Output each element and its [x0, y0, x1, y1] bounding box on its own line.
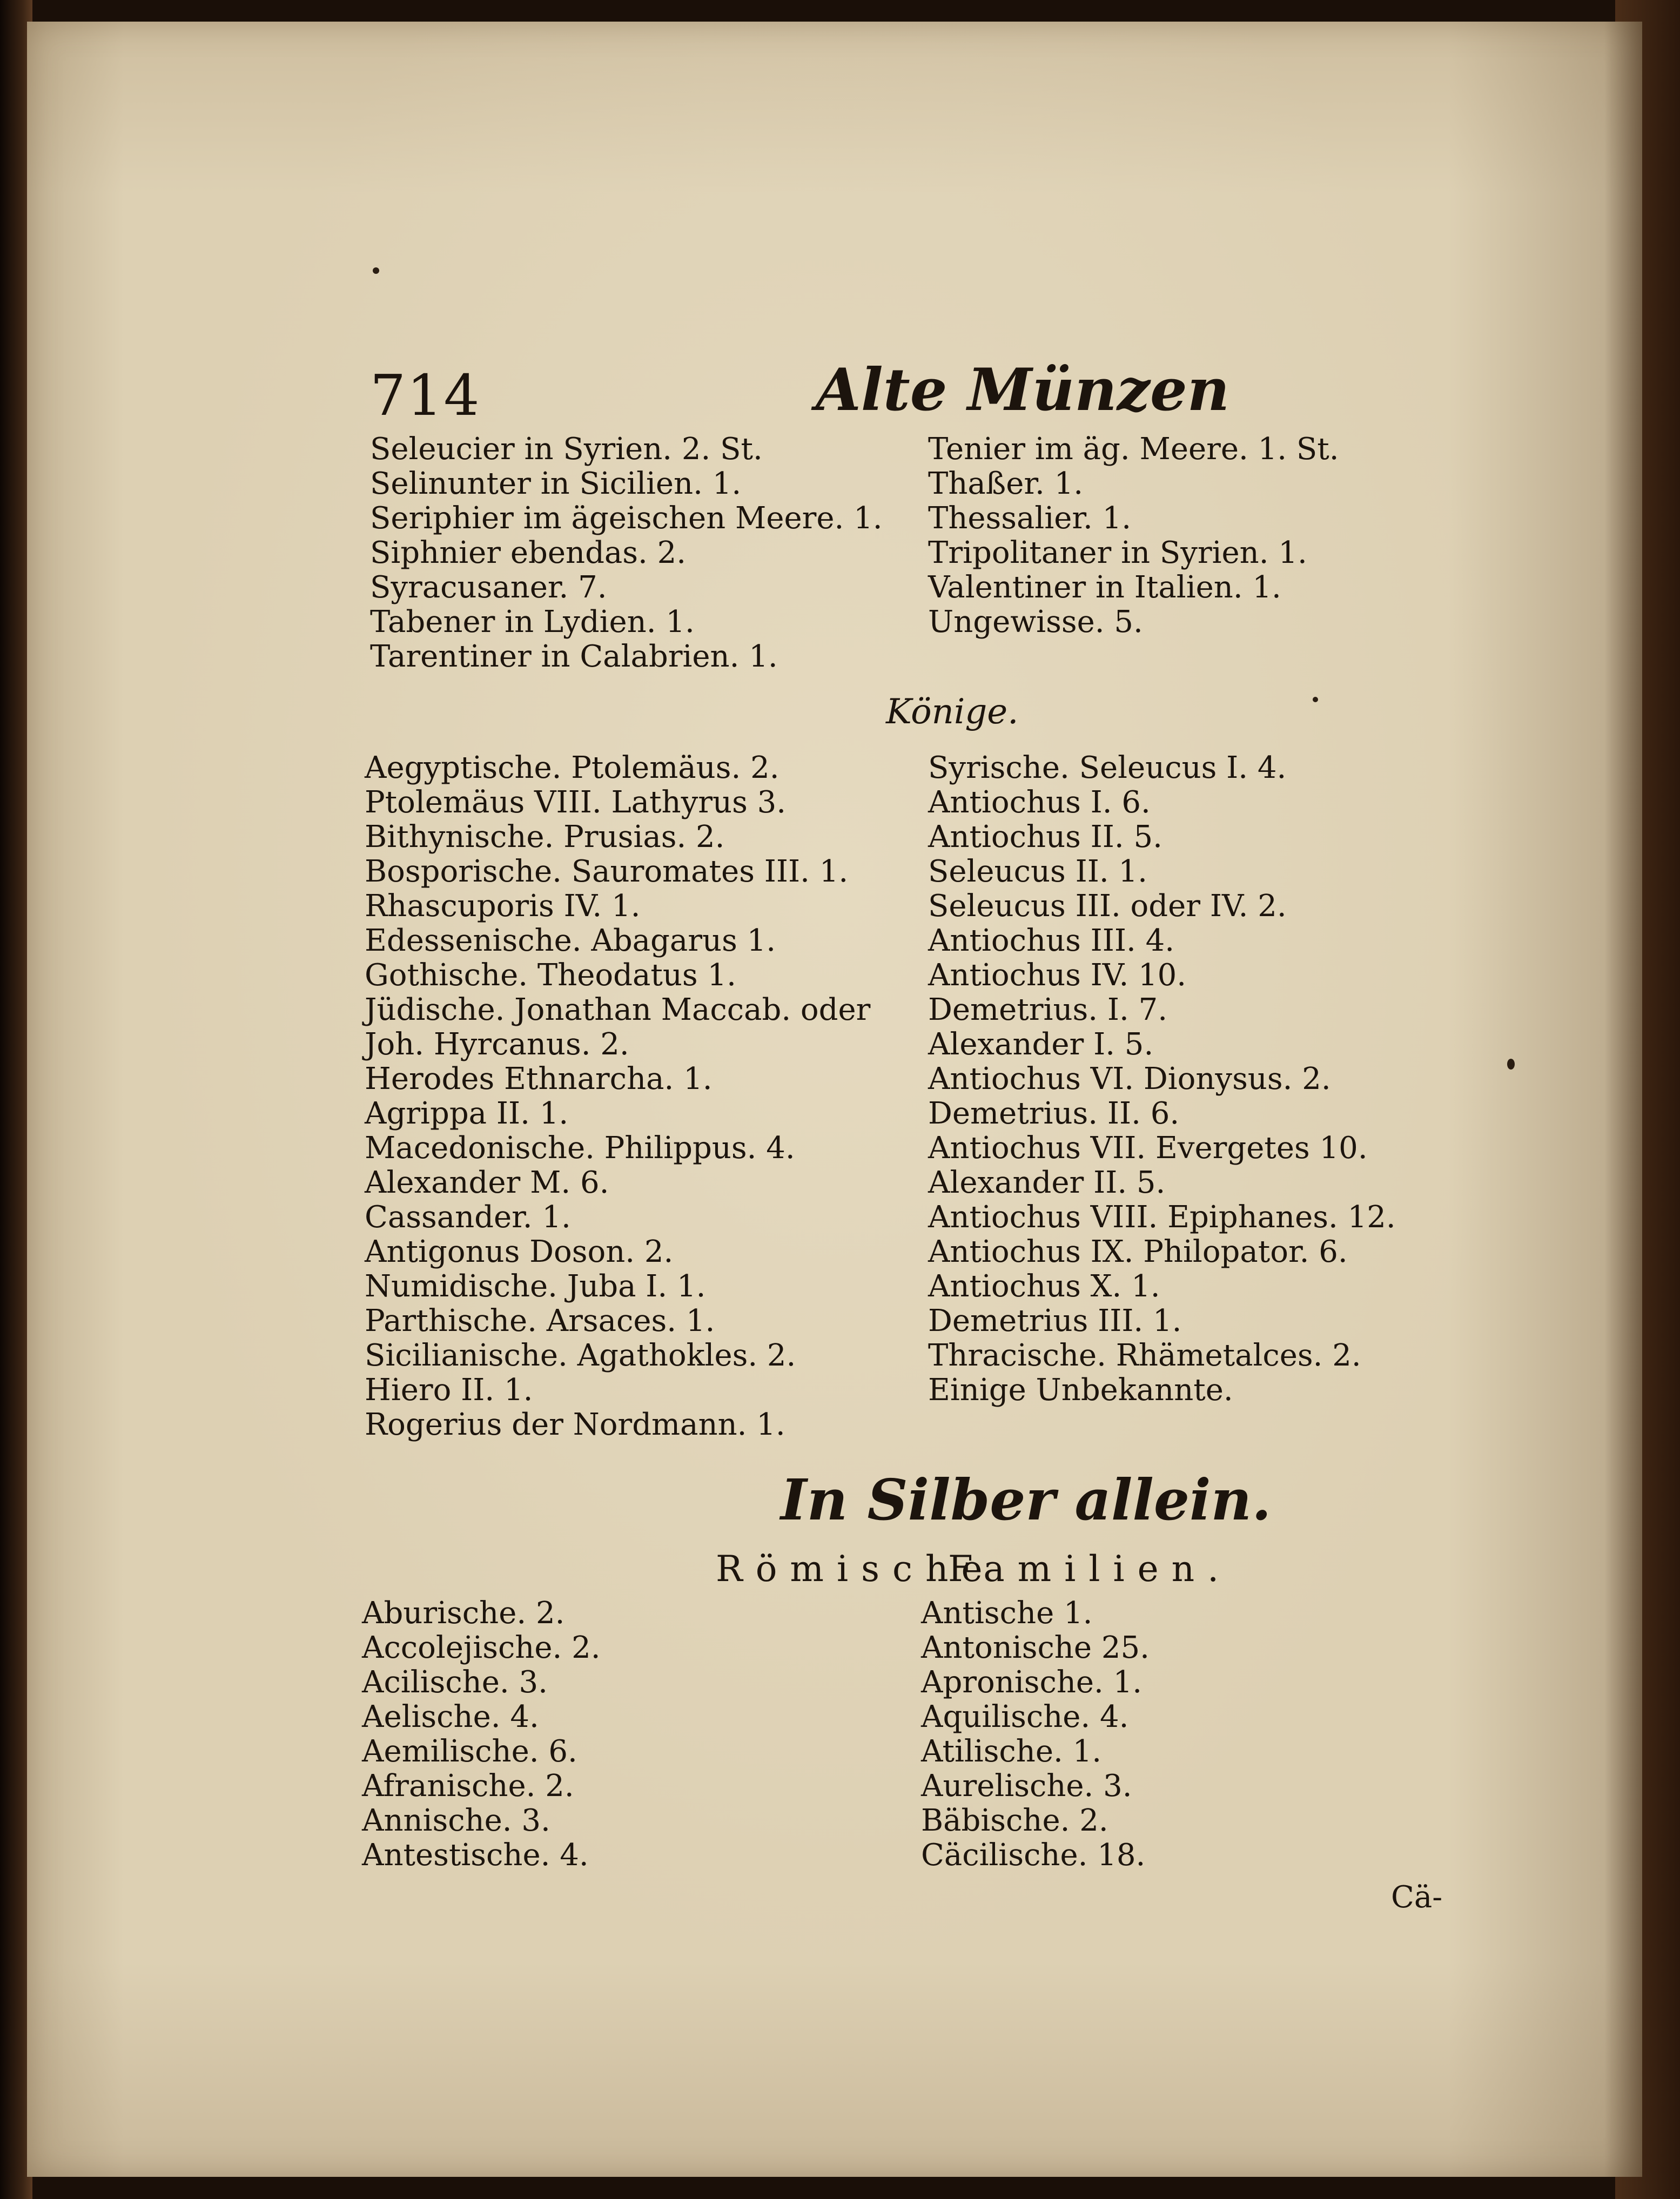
- catchword: Cä-: [1391, 1880, 1443, 1915]
- list-item: Tenier im äg. Meere. 1. St.: [928, 432, 1339, 467]
- list-item: Ungewisse. 5.: [928, 604, 1143, 640]
- list-item: Sicilianische. Agathokles. 2.: [365, 1338, 796, 1373]
- list-item: Hiero II. 1.: [365, 1373, 533, 1408]
- list-item: Antiochus III. 4.: [928, 923, 1175, 958]
- subheading-familien: Familien.: [948, 1548, 1232, 1590]
- list-item: Antigonus Doson. 2.: [365, 1234, 674, 1269]
- list-item: Thessalier. 1.: [928, 501, 1132, 536]
- list-item: Antiochus VII. Evergetes 10.: [928, 1131, 1368, 1166]
- list-item: Demetrius III. 1.: [928, 1303, 1182, 1339]
- list-item: Numidische. Juba I. 1.: [365, 1269, 706, 1304]
- list-item: Valentiner in Italien. 1.: [928, 570, 1281, 605]
- list-item: Bithynische. Prusias. 2.: [365, 819, 725, 855]
- list-item: Aemilische. 6.: [362, 1734, 577, 1769]
- subheading-roemische: Römische: [716, 1548, 996, 1590]
- list-item: Antiochus X. 1.: [928, 1269, 1160, 1304]
- list-item: Joh. Hyrcanus. 2.: [365, 1027, 629, 1062]
- page-number: 714: [370, 362, 481, 428]
- koenige-left-column: [365, 751, 870, 1442]
- list-item: Antiochus II. 5.: [928, 819, 1162, 855]
- list-item: Annische. 3.: [362, 1803, 550, 1838]
- list-item: Edessenische. Abagarus 1.: [365, 923, 776, 958]
- list-item: Agrippa II. 1.: [365, 1096, 569, 1131]
- section-heading-silber: In Silber allein.: [781, 1467, 1272, 1533]
- list-item: Antestische. 4.: [362, 1838, 589, 1873]
- familien-left-column: [362, 1596, 601, 1873]
- list-item: Aelische. 4.: [362, 1699, 539, 1734]
- list-item: Bäbische. 2.: [921, 1803, 1108, 1838]
- list-item: Cäcilische. 18.: [921, 1838, 1146, 1873]
- list-item: Antiochus I. 6.: [928, 785, 1151, 820]
- list-item: Rhascuporis IV. 1.: [365, 889, 641, 924]
- list-item: Antiochus IX. Philopator. 6.: [928, 1234, 1348, 1269]
- list-item: Einige Unbekannte.: [928, 1373, 1233, 1408]
- list-item: Seriphier im ägeischen Meere. 1.: [370, 501, 883, 536]
- book-page: [27, 22, 1642, 2177]
- list-item: Gothische. Theodatus 1.: [365, 958, 736, 993]
- list-item: Alexander M. 6.: [365, 1165, 609, 1200]
- list-item: Tripolitaner in Syrien. 1.: [928, 535, 1307, 570]
- list-item: Seleucus II. 1.: [928, 854, 1147, 889]
- list-item: Antonische 25.: [921, 1630, 1150, 1665]
- list-item: Syrische. Seleucus I. 4.: [928, 750, 1287, 785]
- ink-speck: [1313, 697, 1318, 702]
- list-item: Siphnier ebendas. 2.: [370, 535, 687, 570]
- ink-speck: [373, 267, 379, 274]
- list-item: Demetrius. II. 6.: [928, 1096, 1180, 1131]
- section-heading-koenige: Könige.: [886, 692, 1019, 732]
- list-item: Seleucus III. oder IV. 2.: [928, 889, 1287, 924]
- list-item: Antiochus VIII. Epiphanes. 12.: [928, 1200, 1396, 1235]
- list-item: Seleucier in Syrien. 2. St.: [370, 432, 763, 467]
- list-item: Parthische. Arsaces. 1.: [365, 1303, 715, 1339]
- list-item: Antiochus IV. 10.: [928, 958, 1187, 993]
- list-item: Selinunter in Sicilien. 1.: [370, 466, 742, 501]
- cities-left-column: [370, 432, 883, 674]
- familien-right-column: [921, 1596, 1150, 1873]
- list-item: Alexander II. 5.: [928, 1165, 1166, 1200]
- list-item: Aburische. 2.: [362, 1596, 565, 1631]
- ink-speck: [1507, 1059, 1515, 1070]
- list-item: Bosporische. Sauromates III. 1.: [365, 854, 849, 889]
- list-item: Thracische. Rhämetalces. 2.: [928, 1338, 1361, 1373]
- cities-right-column: [928, 432, 1339, 640]
- list-item: Herodes Ethnarcha. 1.: [365, 1061, 713, 1097]
- list-item: Alexander I. 5.: [928, 1027, 1154, 1062]
- list-item: Ptolemäus VIII. Lathyrus 3.: [365, 785, 787, 820]
- list-item: Thaßer. 1.: [928, 466, 1083, 501]
- list-item: Syracusaner. 7.: [370, 570, 607, 605]
- page-gutter-shadow: [1604, 22, 1642, 2177]
- list-item: Antiochus VI. Dionysus. 2.: [928, 1061, 1331, 1097]
- list-item: Macedonische. Philippus. 4.: [365, 1131, 795, 1166]
- list-item: Apronische. 1.: [921, 1665, 1143, 1700]
- list-item: Cassander. 1.: [365, 1200, 571, 1235]
- koenige-right-column: [928, 751, 1396, 1408]
- list-item: Atilische. 1.: [921, 1734, 1102, 1769]
- list-item: Acilische. 3.: [362, 1665, 548, 1700]
- list-item: Aquilische. 4.: [921, 1699, 1129, 1734]
- list-item: Antische 1.: [921, 1596, 1093, 1631]
- list-item: Accolejische. 2.: [362, 1630, 601, 1665]
- running-title: Alte Münzen: [816, 356, 1230, 424]
- list-item: Demetrius. I. 7.: [928, 992, 1168, 1027]
- list-item: Tarentiner in Calabrien. 1.: [370, 639, 778, 674]
- list-item: Jüdische. Jonathan Maccab. oder: [365, 992, 871, 1027]
- list-item: Afranische. 2.: [362, 1768, 574, 1804]
- list-item: Rogerius der Nordmann. 1.: [365, 1407, 785, 1442]
- list-item: Aegyptische. Ptolemäus. 2.: [365, 750, 779, 785]
- list-item: Tabener in Lydien. 1.: [370, 604, 695, 640]
- list-item: Aurelische. 3.: [921, 1768, 1132, 1804]
